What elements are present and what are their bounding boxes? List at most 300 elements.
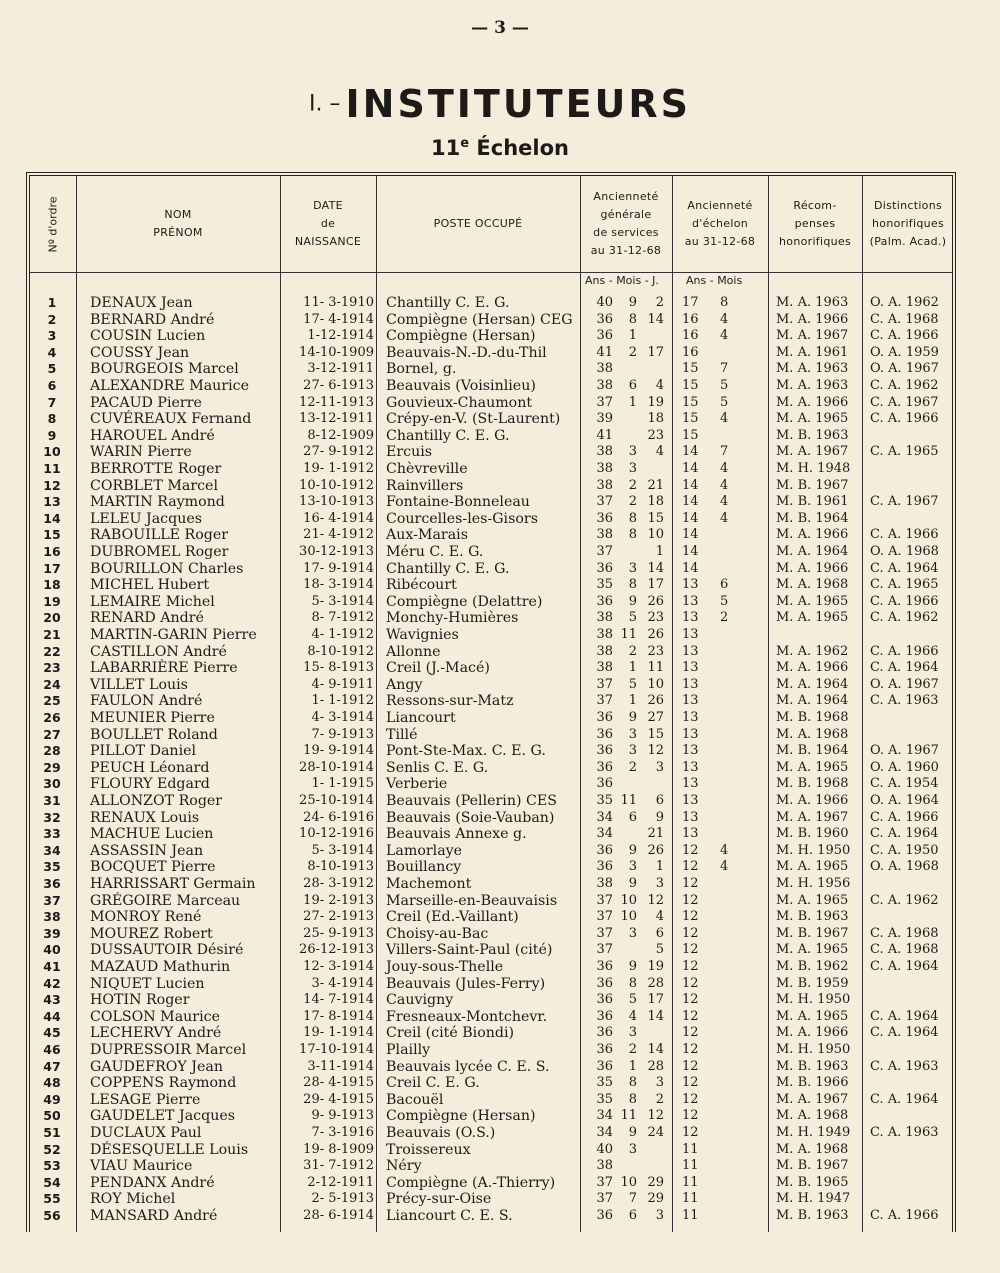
row-post: Beauvais lycée C. E. S. (386, 1058, 550, 1075)
row-anc-gen-months: 10 (620, 892, 637, 908)
row-post: Creil C. E. G. (386, 1075, 480, 1092)
row-recompense: M. A. 1963 (776, 361, 849, 377)
row-recompense: M. B. 1966 (776, 1075, 849, 1091)
row-number: 46 (43, 1042, 61, 1057)
row-number: 26 (43, 710, 61, 725)
row-anc-gen-days: 19 (647, 959, 664, 974)
row-recompense: M. B. 1967 (776, 1158, 849, 1174)
row-recompense: M. A. 1963 (776, 295, 849, 310)
row-anc-ech-years: 14 (682, 494, 699, 510)
row-post: Bouillancy (386, 859, 462, 876)
row-name: GAUDEFROY Jean (90, 1058, 223, 1075)
row-recompense: M. A. 1968 (776, 1108, 849, 1124)
row-name: PACAUD Pierre (90, 394, 202, 411)
table-row (30, 859, 952, 876)
row-recompense: M. B. 1968 (776, 710, 849, 725)
row-name: LEMAIRE Michel (90, 593, 215, 610)
row-anc-gen-years: 36 (596, 510, 613, 526)
row-number: 39 (43, 925, 61, 941)
row-anc-gen-days: 21 (647, 477, 664, 493)
row-anc-gen-days: 26 (647, 627, 664, 642)
row-anc-gen-years: 37 (596, 942, 613, 958)
row-anc-gen-months: 8 (628, 975, 637, 991)
row-anc-gen-days: 18 (647, 494, 664, 510)
row-anc-gen-months: 3 (628, 560, 637, 576)
row-number: 47 (43, 1058, 61, 1074)
row-name: COUSSY Jean (90, 344, 190, 361)
row-anc-gen-years: 36 (596, 992, 613, 1008)
row-anc-gen-days: 17 (647, 992, 664, 1008)
row-anc-ech-years: 14 (682, 444, 699, 460)
row-number: 34 (43, 842, 61, 858)
row-recompense: M. A. 1966 (776, 1025, 849, 1041)
row-number: 18 (43, 577, 61, 593)
row-post: Beauvais (Pellerin) CES (386, 793, 557, 809)
row-anc-gen-months: 11 (620, 793, 637, 808)
row-anc-gen-days: 26 (647, 593, 664, 609)
row-birthdate: 17-10-1914 (299, 1042, 374, 1057)
row-anc-gen-years: 36 (596, 859, 613, 875)
row-anc-gen-years: 37 (596, 394, 613, 410)
row-recompense: M. A. 1965 (776, 411, 849, 427)
row-anc-ech-years: 11 (682, 1191, 699, 1207)
header-recompenses: Récom- penses honorifiques (779, 199, 851, 248)
row-birthdate: 30-12-1913 (299, 544, 374, 559)
row-name: MANSARD André (90, 1208, 218, 1224)
row-birthdate: 21- 4-1912 (303, 527, 374, 543)
row-anc-ech-years: 13 (682, 593, 699, 609)
row-distinction: C. A. 1964 (870, 560, 939, 576)
row-anc-gen-days: 29 (647, 1191, 664, 1207)
row-anc-ech-years: 12 (682, 992, 699, 1008)
row-anc-gen-years: 38 (596, 477, 613, 493)
row-anc-ech-months: 4 (720, 461, 729, 476)
row-recompense: M. A. 1966 (776, 660, 849, 676)
row-anc-gen-years: 36 (596, 743, 613, 759)
row-post: Chantilly C. E. G. (386, 295, 510, 311)
row-anc-gen-years: 37 (596, 544, 613, 559)
row-name: PILLOT Daniel (90, 743, 197, 760)
row-number: 3 (47, 328, 57, 344)
row-recompense: M. A. 1968 (776, 1141, 849, 1157)
row-post: Creil (Ed.-Vaillant) (386, 909, 519, 926)
row-anc-gen-years: 36 (596, 1042, 613, 1057)
row-anc-gen-days: 26 (647, 842, 664, 858)
row-anc-gen-years: 36 (596, 975, 613, 991)
row-recompense: M. A. 1967 (776, 444, 849, 460)
row-anc-gen-years: 38 (596, 378, 613, 393)
row-anc-gen-days: 23 (647, 427, 664, 443)
row-recompense: M. A. 1961 (776, 344, 849, 360)
row-birthdate: 3-12-1911 (307, 361, 374, 377)
row-name: CUVÉREAUX Fernand (90, 411, 252, 428)
header-anciennete-echelon: Ancienneté d'échelon au 31-12-68 (684, 199, 756, 248)
row-distinction: O. A. 1967 (870, 676, 939, 692)
row-recompense: M. A. 1965 (776, 859, 849, 875)
row-number: 33 (43, 826, 61, 842)
row-number: 12 (43, 477, 61, 493)
row-anc-gen-years: 36 (596, 1058, 613, 1074)
row-name: GRÉGOIRE Marceau (90, 892, 241, 909)
row-anc-ech-years: 12 (682, 842, 699, 858)
row-recompense: M. A. 1964 (776, 544, 849, 559)
row-anc-ech-years: 15 (682, 427, 699, 443)
row-post: Compiègne (Delattre) (386, 593, 543, 610)
row-anc-ech-years: 13 (682, 776, 699, 792)
row-anc-gen-days: 12 (647, 743, 664, 759)
row-anc-gen-days: 2 (655, 1091, 664, 1107)
row-anc-ech-years: 13 (682, 743, 699, 759)
row-name: BOURGEOIS Marcel (90, 361, 239, 378)
row-anc-gen-years: 34 (596, 1108, 613, 1124)
row-birthdate: 29- 4-1915 (303, 1091, 374, 1107)
row-birthdate: 4- 9-1911 (311, 676, 374, 692)
row-anc-ech-years: 12 (682, 942, 699, 958)
row-anc-ech-months: 4 (720, 311, 729, 327)
row-post: Rainvillers (386, 477, 464, 494)
row-birthdate: 7- 9-1913 (311, 726, 374, 742)
row-birthdate: 27- 9-1912 (303, 444, 374, 460)
row-anc-ech-years: 12 (682, 1125, 699, 1140)
row-name: ALEXANDRE Maurice (90, 378, 249, 394)
row-birthdate: 19- 2-1913 (303, 892, 374, 908)
row-anc-gen-months: 5 (628, 676, 637, 692)
row-birthdate: 10-10-1912 (299, 477, 374, 493)
row-post: Beauvais Annexe g. (386, 826, 527, 843)
row-anc-gen-months: 6 (628, 378, 637, 393)
row-anc-ech-years: 12 (682, 1075, 699, 1091)
row-anc-gen-months: 2 (628, 1042, 637, 1057)
row-post: Bacouël (386, 1091, 444, 1108)
row-name: FLOURY Edgard (90, 776, 210, 793)
row-anc-gen-years: 38 (596, 643, 613, 659)
row-name: ASSASSIN Jean (90, 842, 204, 859)
row-anc-ech-months: 5 (720, 378, 729, 393)
row-anc-gen-years: 36 (596, 593, 613, 609)
row-anc-gen-months: 9 (628, 295, 637, 310)
table-row (30, 1142, 952, 1159)
row-anc-gen-years: 38 (596, 660, 613, 676)
table-row (30, 312, 952, 329)
table-row (30, 926, 952, 943)
row-anc-ech-years: 13 (682, 726, 699, 742)
row-recompense: M. A. 1964 (776, 676, 849, 692)
row-number: 19 (43, 593, 61, 609)
row-anc-gen-days: 29 (647, 1174, 664, 1190)
row-number: 5 (47, 361, 57, 377)
table-row (30, 577, 952, 594)
row-anc-ech-years: 11 (682, 1174, 699, 1190)
row-distinction: C. A. 1966 (870, 593, 939, 609)
row-anc-gen-months: 4 (628, 1008, 637, 1024)
row-post: Crépy-en-V. (St-Laurent) (386, 411, 561, 428)
table-row (30, 909, 952, 926)
row-recompense: M. A. 1967 (776, 809, 849, 825)
row-number: 41 (43, 959, 61, 974)
row-anc-gen-days: 23 (647, 610, 664, 626)
row-birthdate: 27- 6-1913 (303, 378, 374, 393)
table-row (30, 1059, 952, 1076)
row-anc-gen-days: 17 (647, 344, 664, 360)
row-anc-gen-months: 3 (628, 1141, 637, 1157)
row-distinction: C. A. 1967 (870, 394, 939, 410)
row-number: 11 (43, 461, 61, 476)
row-birthdate: 11- 3-1910 (303, 295, 374, 310)
row-anc-ech-months: 4 (720, 477, 729, 493)
row-post: Chèvreville (386, 461, 468, 477)
row-post: Ressons-sur-Matz (386, 693, 514, 710)
row-recompense: M. B. 1961 (776, 494, 849, 510)
row-anc-gen-years: 36 (596, 776, 613, 792)
row-recompense: M. A. 1967 (776, 328, 849, 344)
row-distinction: C. A. 1962 (870, 378, 939, 393)
row-anc-ech-years: 15 (682, 394, 699, 410)
row-anc-ech-months: 5 (720, 593, 729, 609)
row-post: Creil (J.-Macé) (386, 660, 490, 677)
table-row (30, 644, 952, 661)
row-post: Beauvais (Soie-Vauban) (386, 809, 555, 826)
row-recompense: M. B. 1967 (776, 925, 849, 941)
table-row (30, 1092, 952, 1109)
row-anc-ech-years: 14 (682, 461, 699, 476)
row-name: NIQUET Lucien (90, 975, 205, 992)
row-anc-ech-years: 14 (682, 560, 699, 576)
row-anc-gen-years: 36 (596, 560, 613, 576)
row-anc-gen-months: 3 (628, 859, 637, 875)
row-birthdate: 13-12-1911 (299, 411, 374, 427)
row-anc-gen-days: 10 (647, 676, 664, 692)
row-anc-gen-days: 3 (655, 1208, 664, 1223)
table-row (30, 992, 952, 1009)
row-name: BOURILLON Charles (90, 560, 244, 577)
row-anc-ech-years: 13 (682, 759, 699, 775)
row-name: VILLET Louis (90, 676, 188, 693)
table-row (30, 1158, 952, 1175)
row-birthdate: 2-12-1911 (307, 1174, 374, 1190)
row-anc-ech-months: 7 (720, 361, 729, 377)
row-anc-ech-years: 14 (682, 544, 699, 559)
table-row (30, 1075, 952, 1092)
table-row (30, 345, 952, 362)
row-birthdate: 17- 4-1914 (303, 311, 374, 327)
row-name: MACHUE Lucien (90, 826, 214, 843)
row-number: 30 (43, 776, 61, 792)
table-row (30, 627, 952, 644)
row-anc-gen-years: 41 (596, 344, 613, 360)
row-anc-gen-years: 35 (596, 577, 613, 593)
row-distinction: C. A. 1965 (870, 444, 939, 460)
row-recompense: M. B. 1968 (776, 776, 849, 792)
row-anc-ech-months: 4 (720, 328, 729, 344)
row-birthdate: 17- 8-1914 (303, 1008, 374, 1024)
row-recompense: M. B. 1959 (776, 975, 849, 991)
row-anc-gen-years: 37 (596, 909, 613, 925)
row-anc-gen-months: 2 (628, 759, 637, 775)
row-anc-ech-years: 13 (682, 627, 699, 642)
row-anc-ech-years: 12 (682, 975, 699, 991)
row-name: ROY Michel (90, 1191, 176, 1208)
row-anc-gen-years: 34 (596, 826, 613, 842)
row-number: 38 (43, 909, 61, 925)
row-anc-ech-years: 13 (682, 676, 699, 692)
row-anc-ech-years: 12 (682, 1108, 699, 1124)
row-anc-gen-years: 38 (596, 610, 613, 626)
page-title (0, 82, 1000, 126)
row-recompense: M. B. 1960 (776, 826, 849, 842)
row-number: 53 (43, 1158, 61, 1174)
row-recompense: M. A. 1962 (776, 643, 849, 659)
row-anc-gen-days: 3 (655, 1075, 664, 1091)
row-anc-ech-months: 4 (720, 510, 729, 526)
row-anc-gen-days: 15 (647, 510, 664, 526)
row-anc-gen-years: 37 (596, 693, 613, 709)
row-anc-gen-days: 28 (647, 1058, 664, 1074)
row-anc-gen-months: 8 (628, 1091, 637, 1107)
row-anc-gen-months: 7 (628, 1191, 637, 1207)
row-name: WARIN Pierre (90, 444, 192, 461)
row-number: 25 (43, 693, 61, 709)
row-anc-gen-months: 10 (620, 909, 637, 925)
row-recompense: M. B. 1962 (776, 959, 849, 974)
row-anc-ech-years: 12 (682, 859, 699, 875)
row-birthdate: 1- 1-1915 (311, 776, 374, 792)
row-name: MOUREZ Robert (90, 925, 213, 942)
row-birthdate: 14- 7-1914 (303, 992, 374, 1008)
row-post: Tillé (386, 726, 418, 743)
row-post: Senlis C. E. G. (386, 759, 489, 776)
row-anc-gen-years: 38 (596, 461, 613, 476)
row-anc-gen-months: 1 (628, 693, 637, 709)
row-post: Bornel, g. (386, 361, 457, 378)
row-birthdate: 15- 8-1913 (303, 660, 374, 676)
row-post: Compiègne (Hersan) (386, 328, 536, 345)
row-recompense: M. H. 1948 (776, 461, 851, 476)
row-name: HOTIN Roger (90, 992, 190, 1009)
row-birthdate: 19- 9-1914 (303, 743, 374, 759)
row-post: Plailly (386, 1042, 431, 1058)
row-anc-gen-days: 2 (655, 295, 664, 310)
row-anc-gen-years: 36 (596, 1025, 613, 1041)
row-name: DUSSAUTOIR Désiré (90, 942, 244, 959)
row-anc-gen-years: 38 (596, 361, 613, 377)
table-row (30, 594, 952, 611)
row-name: LELEU Jacques (90, 510, 203, 527)
row-post: Compiègne (Hersan) CEG (386, 311, 573, 328)
row-anc-ech-years: 13 (682, 809, 699, 825)
units-generale: Ans - Mois - J. (585, 274, 659, 287)
table-row (30, 295, 952, 312)
row-number: 7 (47, 394, 57, 410)
row-post: Courcelles-les-Gisors (386, 510, 538, 527)
row-birthdate: 13-10-1913 (299, 494, 374, 510)
row-number: 15 (43, 527, 61, 543)
row-distinction: O. A. 1968 (870, 859, 939, 875)
row-number: 28 (43, 743, 61, 759)
header-nom: NOM PRÉNOM (153, 208, 203, 239)
row-anc-gen-months: 1 (628, 1058, 637, 1074)
row-number: 10 (43, 444, 61, 460)
row-number: 9 (47, 427, 57, 443)
row-anc-ech-years: 12 (682, 876, 699, 891)
row-birthdate: 14-10-1909 (299, 344, 374, 360)
row-anc-ech-years: 17 (682, 295, 699, 310)
table-row (30, 1009, 952, 1026)
row-number: 8 (47, 411, 57, 427)
row-name: DUBROMEL Roger (90, 544, 229, 560)
row-post: Fresneaux-Montchevr. (386, 1008, 548, 1025)
row-name: BOULLET Roland (90, 726, 218, 743)
row-distinction: O. A. 1968 (870, 544, 939, 559)
row-anc-ech-months: 6 (720, 577, 729, 593)
row-anc-gen-years: 36 (596, 842, 613, 858)
row-anc-gen-months: 1 (628, 328, 637, 344)
row-birthdate: 9- 9-1913 (311, 1108, 374, 1124)
row-birthdate: 8-10-1913 (307, 859, 374, 875)
row-post: Cauvigny (386, 992, 454, 1009)
row-distinction: C. A. 1963 (870, 1058, 939, 1074)
row-number: 22 (43, 643, 61, 659)
row-distinction: O. A. 1967 (870, 361, 939, 377)
row-post: Machemont (386, 876, 472, 892)
table-row (30, 511, 952, 528)
table-row (30, 727, 952, 744)
header-anciennete-generale: Ancienneté générale de services au 31-12-68 (590, 190, 662, 257)
row-number: 1 (47, 295, 57, 310)
row-anc-gen-years: 40 (596, 1141, 613, 1157)
echelon-subtitle (0, 136, 1000, 160)
page-number: — 3 — (471, 18, 529, 38)
row-post: Ercuis (386, 444, 433, 461)
row-anc-gen-days: 1 (655, 544, 664, 559)
row-anc-gen-months: 8 (628, 510, 637, 526)
row-number: 29 (43, 759, 61, 775)
row-anc-ech-years: 12 (682, 925, 699, 941)
row-anc-gen-days: 1 (655, 859, 664, 875)
row-post: Creil (cité Biondi) (386, 1025, 515, 1042)
row-birthdate: 25-10-1914 (299, 793, 374, 808)
row-name: MICHEL Hubert (90, 577, 210, 594)
row-anc-ech-years: 16 (682, 328, 699, 344)
row-distinction: C. A. 1963 (870, 1125, 939, 1140)
row-post: Choisy-au-Bac (386, 925, 489, 942)
table-row (30, 1025, 952, 1042)
row-anc-gen-months: 2 (628, 494, 637, 510)
table-row (30, 1175, 952, 1192)
row-anc-gen-months: 11 (620, 1108, 637, 1124)
row-anc-gen-years: 36 (596, 759, 613, 775)
row-anc-gen-days: 4 (655, 909, 664, 925)
row-anc-ech-years: 15 (682, 411, 699, 427)
table-row (30, 942, 952, 959)
row-anc-ech-years: 11 (682, 1158, 699, 1174)
row-post: Jouy-sous-Thelle (386, 959, 504, 975)
row-anc-gen-months: 5 (628, 992, 637, 1008)
row-birthdate: 12- 3-1914 (303, 959, 374, 974)
table-row (30, 1191, 952, 1208)
row-distinction: C. A. 1964 (870, 660, 939, 676)
row-birthdate: 10-12-1916 (299, 826, 374, 842)
row-post: Précy-sur-Oise (386, 1191, 492, 1208)
row-name: BERNARD André (90, 311, 215, 328)
row-post: Beauvais (Voisinlieu) (386, 378, 536, 394)
row-anc-gen-days: 21 (647, 826, 664, 842)
row-birthdate: 28- 4-1915 (303, 1075, 374, 1091)
header-date: DATE de NAISSANCE (294, 199, 362, 248)
row-distinction: C. A. 1962 (870, 892, 939, 908)
row-recompense: M. H. 1949 (776, 1125, 851, 1140)
row-anc-gen-months: 3 (628, 444, 637, 460)
row-anc-gen-months: 1 (628, 660, 637, 676)
